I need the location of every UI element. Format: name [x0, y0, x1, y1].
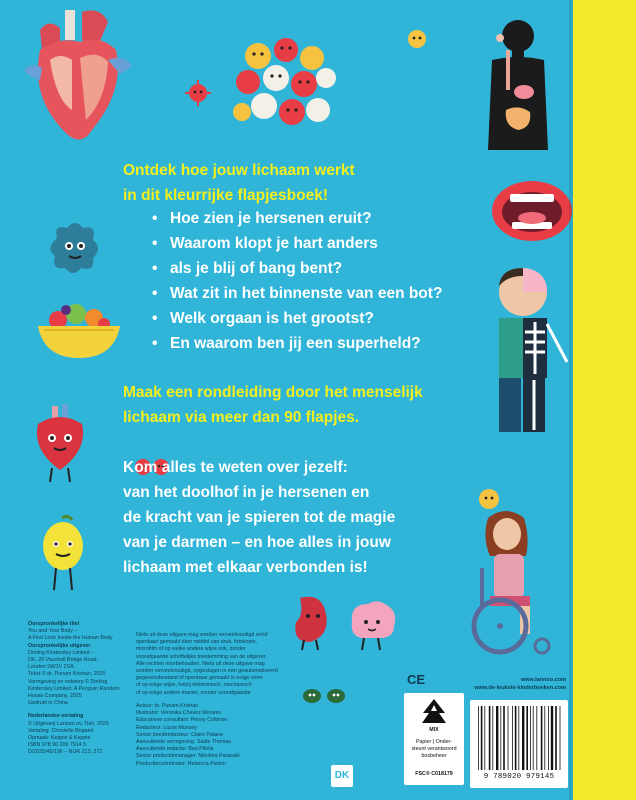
virus-cell-icon: [183, 78, 213, 108]
germ-character-illustration: [402, 26, 432, 52]
publisher-url: www.lannoo.com: [520, 677, 566, 683]
legal-line: openbaar gemaakt door middel van druk, fotokopie,: [136, 639, 258, 646]
about-line: de kracht van je spieren tot de magie: [123, 509, 396, 526]
colophon-line: Dorling Kindersley Limited –: [28, 649, 94, 656]
credit-line: Redacteur: Lizzie Munsey: [136, 724, 197, 731]
colophon-line: Kindersley Limited. A Penguin Random: [28, 685, 120, 692]
barcode-bar: [481, 706, 483, 770]
barcode-bar: [512, 706, 513, 770]
colophon-line: Opmaak: Keppie & Keppie: [28, 735, 91, 742]
publisher-url: www.de-leukste-kinderboeken.com: [474, 685, 566, 691]
legal-line: Alle rechten voorbehouden. Niets uit deze uitgave mag: [136, 660, 265, 667]
about-line: Kom alles te weten over jezelf:: [123, 459, 348, 476]
barcode-bar: [508, 706, 509, 770]
barcode-bar: [496, 706, 498, 770]
blood-cells-illustration: [228, 36, 338, 136]
half-skeleton-boy-illustration: [483, 262, 573, 442]
fsc-paper-line: bosbeheer: [421, 753, 447, 759]
question-item: • Hoe zien je hersenen eruit?: [150, 206, 480, 231]
colophon-line: Vormgeving en ontwerp © Dorling: [28, 678, 108, 685]
fsc-paper-line: Papier | Onder-: [415, 739, 453, 745]
credit-line: Illustrator: Veronika Chavez Morales: [136, 710, 222, 717]
kidney-character-illustration: [286, 592, 336, 652]
colophon-heading: Oorspronkelijke titel: [28, 621, 80, 627]
legal-line: microfilm of op welke andere wijze ook, zonder: [136, 646, 246, 653]
tour-paragraph: [123, 380, 483, 430]
fsc-paper-line: steunt verantwoord: [411, 746, 457, 752]
fsc-tree-icon: [419, 697, 449, 727]
credit-line: Auteur: dr. Punam Krishan: [136, 703, 199, 709]
barcode-bar: [544, 706, 545, 770]
colophon-line: London SW1V 2SA: [28, 664, 74, 671]
heart-character-illustration: [30, 404, 90, 484]
body-silhouette-illustration: [478, 20, 558, 160]
colophon-line: D/2025/45/196 – NUR 213, 272: [28, 749, 103, 756]
question-list: [150, 206, 480, 356]
lemon-character-illustration: [38, 514, 88, 594]
publisher-urls: [436, 676, 566, 692]
brain-character-illustration: [344, 596, 400, 652]
barcode-bar: [500, 706, 501, 770]
question-item: • Wat zit in het binnenste van een bot?: [150, 281, 480, 306]
dk-logo: DK: [331, 765, 353, 787]
about-line: van je darmen – en hoe alles in jouw: [123, 534, 391, 551]
girl-in-wheelchair-illustration: [460, 508, 560, 658]
isbn-barcode: [470, 700, 568, 788]
legal-line: voorafgaande schriftelijke toestemming van de uitgever.: [136, 653, 267, 660]
barcode-bar: [536, 706, 537, 770]
barcode-bar: [492, 706, 493, 770]
barcode-bars: [476, 706, 562, 770]
headline-line-1: Ontdek hoe jouw lichaam werkt: [123, 162, 355, 179]
question-item-continued: • als je blij of bang bent?: [150, 256, 480, 281]
credit-line: Aanvullende redactie: Bea Pillela: [136, 746, 214, 753]
question-item: • Waarom klopt je hart anders: [150, 231, 480, 256]
colophon-heading: Nederlandse vertaling: [28, 713, 84, 720]
colophon-line: House Company, 2025: [28, 693, 82, 700]
colophon: [28, 621, 120, 757]
legal-line: of op enige wijze, hetzij elektronisch, mechanisch: [136, 682, 252, 689]
tour-line-1: Maak een rondleiding door het menselijk: [123, 384, 423, 401]
barcode-bar: [484, 706, 485, 770]
question-item: • Welk orgaan is het grootst?: [150, 306, 480, 331]
colophon-heading: Oorspronkelijke uitgever: [28, 642, 91, 649]
credits: [136, 703, 286, 768]
barcode-bar: [533, 706, 534, 770]
barcode-digits: 9 789020 979145: [483, 773, 555, 781]
ce-mark: CE: [407, 672, 426, 687]
barcode-bar: [526, 706, 528, 770]
barcode-bar: [551, 706, 553, 770]
about-line: van het doolhof in je hersenen en: [123, 484, 370, 501]
colophon-line: © Uitgeverij Lannoo nv, Tielt, 2025: [28, 720, 109, 727]
credit-line: Senior productiemanager: Nikoleta Parasaki: [136, 753, 240, 760]
credit-line: Senior beeldredacteur: Claire Patane: [136, 731, 224, 738]
colophon-line: Gedrukt in China: [28, 700, 68, 707]
book-spine: [573, 0, 636, 800]
legal-line: Niets uit deze uitgave mag worden verveelvoudigd en/of: [136, 632, 268, 638]
headline: [123, 158, 503, 208]
legal-line: worden verveelvoudigd, opgeslagen in een geautomatiseerd: [136, 668, 278, 675]
fsc-label: [404, 693, 464, 785]
colophon-line: You and Your Body –: [28, 628, 78, 635]
fruit-bowl-illustration: [34, 300, 124, 362]
question-item: • En waarom ben jij een superheld?: [150, 331, 480, 356]
colophon-line: ISBN 978 90 209 7914 5: [28, 742, 87, 749]
fsc-mix: MIX: [429, 727, 439, 733]
colophon-line: DK, 20 Vauxhall Bridge Road,: [28, 657, 98, 664]
barcode-bar: [515, 706, 517, 770]
legal-notice: [136, 632, 286, 697]
headline-line-2: in dit kleurrijke flapjesboek!: [123, 187, 329, 204]
colophon-line: A First Look Inside the Human Body: [28, 635, 113, 642]
tour-line-2: lichaam via meer dan 90 flapjes.: [123, 409, 360, 426]
colophon-line: Vertaling: Christelle Bogaert: [28, 727, 94, 734]
barcode-bar: [530, 706, 531, 770]
legal-line: gegevensbestand of openbaar gemaakt in enige vorm: [136, 675, 263, 682]
barcode-bar: [478, 706, 479, 770]
credit-line: Educatieve consultant: Penny Coltman: [136, 717, 227, 724]
colophon-line: Tekst © dr. Punam Krishan, 2025: [28, 671, 106, 678]
barcode-bar: [522, 706, 524, 770]
legal-line: of op enige andere manier, zonder voorafgaande: [136, 689, 251, 696]
about-line: lichaam met elkaar verbonden is!: [123, 559, 368, 576]
credit-line: Productiecoördinator: Rebecca Parton: [136, 760, 226, 767]
barcode-bar: [489, 706, 491, 770]
fsc-code: FSC® C018179: [415, 771, 453, 777]
about-paragraph: [123, 455, 453, 580]
barcode-bar: [518, 706, 519, 770]
barcode-bar: [541, 706, 543, 770]
germ-character-illustration: [45, 218, 105, 278]
barcode-bar: [503, 706, 505, 770]
germ-character-illustration: [300, 684, 350, 708]
barcode-bar: [555, 706, 557, 770]
barcode-bar: [548, 706, 549, 770]
barcode-bar: [560, 706, 561, 770]
credit-line: Aanvullende vormgeving: Sadie Thomas: [136, 739, 232, 746]
heart-illustration: [20, 10, 140, 150]
